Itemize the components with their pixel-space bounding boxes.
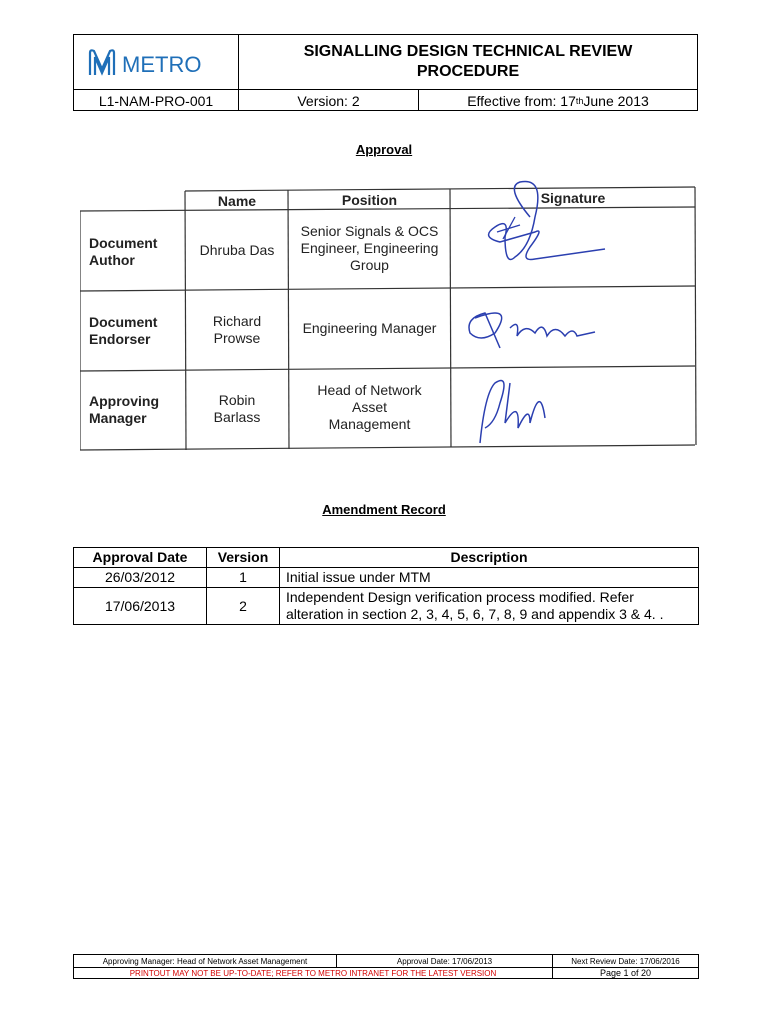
footer-approving-manager: Approving Manager: Head of Network Asset Management [74,955,337,967]
footer-next-review: Next Review Date: 17/06/2016 [571,956,680,966]
header-approval-date: Approval Date [74,548,207,568]
author-signature [475,177,615,287]
approval-heading: Approval [355,142,413,157]
amendment-heading: Amendment Record [322,502,446,517]
row-description: Initial issue under MTM [280,568,699,588]
footer-warning: PRINTOUT MAY NOT BE UP-TO-DATE; REFER TO METRO INTRANET FOR THE LATEST VERSION [74,967,553,979]
document-version: Version: 2 [239,90,419,111]
author-position: Senior Signals & OCS Engineer, Engineering Group [300,223,439,273]
row-date: 26/03/2012 [74,568,207,588]
endorser-signature [455,298,615,358]
effective-date: Effective from: 17 th June 2013 [467,92,649,109]
logo-text: METRO [122,52,202,77]
row-version: 2 [207,588,280,625]
approver-position: Head of Network Asset Management [317,382,422,432]
row-date: 17/06/2013 [74,588,207,625]
header-version: Version [207,548,280,568]
col-position: Position [341,192,398,208]
amendment-table [73,547,699,625]
endorser-position: Engineering Manager [302,320,437,336]
metro-logo [74,35,239,89]
document-id: L1-NAM-PRO-001 [74,90,239,111]
table-row [74,588,699,625]
page-footer [73,954,699,979]
header-meta-row [74,89,697,111]
table-row [74,568,699,588]
metro-logo-icon [86,45,226,79]
col-name: Name [217,193,257,209]
title-line-2: PROCEDURE [416,63,520,80]
row-description: Independent Design verification process modified. Refer alteration in section 2, 3, 4, 5, 6, 7, 8, 9 and appendix 3 & 4. . [280,588,699,625]
amendment-header-row [74,548,699,568]
role-approver: Approving Manager [89,393,159,426]
document-header [73,34,698,111]
role-endorser: Document Endorser [89,314,158,347]
approver-name: Robin Barlass [213,392,261,425]
title-line-1: SIGNALLING DESIGN TECHNICAL REVIEW [303,43,633,60]
row-version: 1 [207,568,280,588]
endorser-name: Richard Prowse [212,313,262,346]
header-description: Description [280,548,699,568]
document-title [239,35,697,89]
role-author: Document Author [89,235,158,268]
approval-table [80,183,698,451]
footer-page-number: Page 1 of 20 [599,968,652,978]
approver-signature [470,363,570,453]
author-name: Dhruba Das [199,242,275,258]
footer-approval-date: Approval Date: 17/06/2013 [337,955,553,967]
col-signature: Signature [540,190,606,206]
